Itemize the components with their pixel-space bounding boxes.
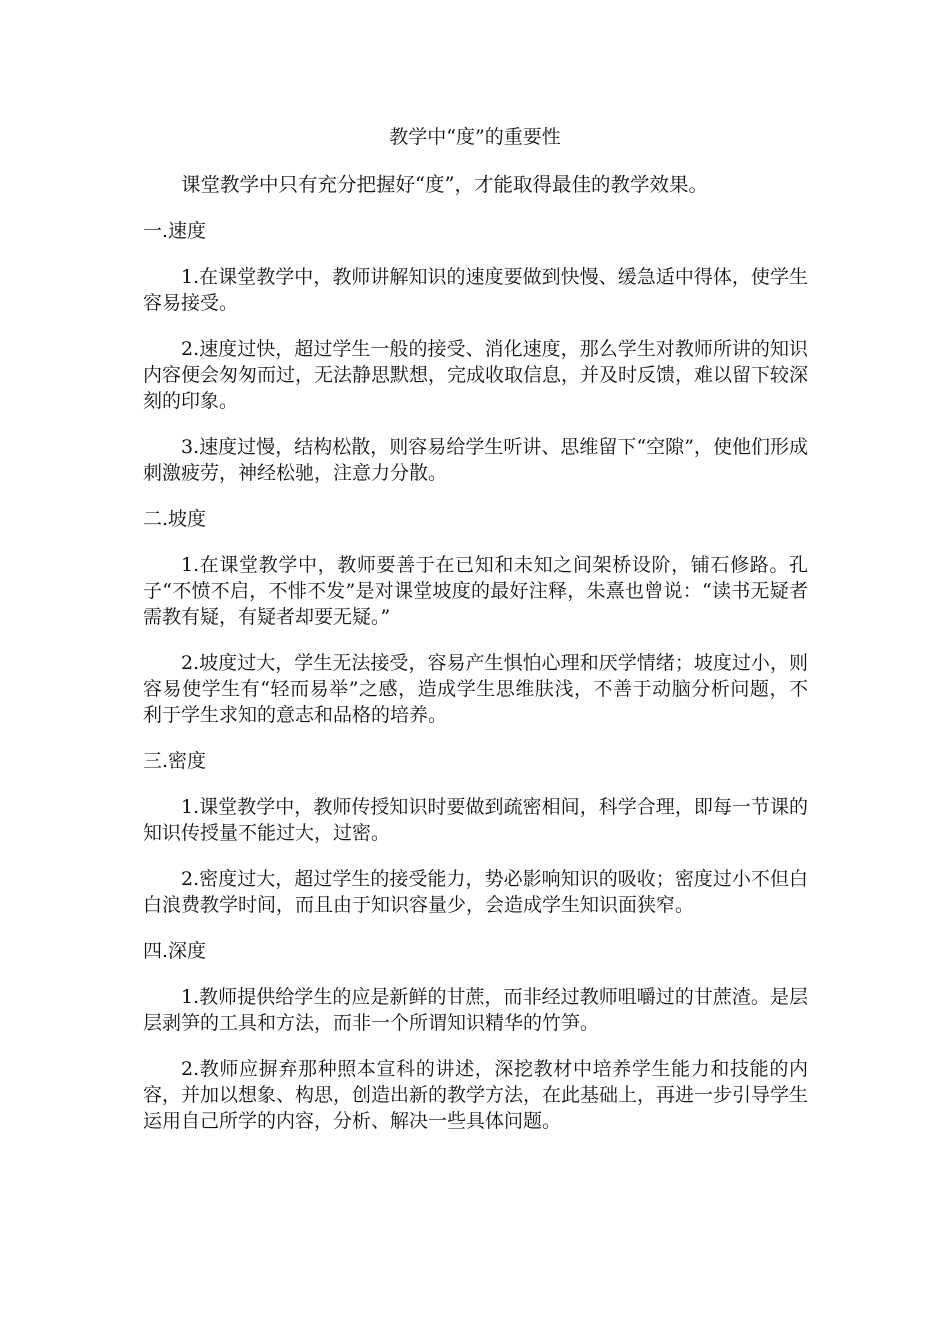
section-heading: 三.密度 <box>143 750 207 772</box>
paragraph: 3.速度过慢，结构松散，则容易给学生听讲、思维留下“空隙”，使他们形成刺激疲劳，神经松驰，注意力分散。 <box>143 436 808 484</box>
document-body <box>143 172 808 1134</box>
section-speed <box>143 218 808 486</box>
document-title: 教学中“度”的重要性 <box>389 126 561 148</box>
paragraph: 1.在课堂教学中，教师讲解知识的速度要做到快慢、缓急适中得体，使学生容易接受。 <box>143 266 808 314</box>
section-heading: 二.坡度 <box>143 508 207 530</box>
paragraph: 1.课堂教学中，教师传授知识时要做到疏密相间，科学合理，即每一节课的知识传授量不能过大，过密。 <box>143 796 808 844</box>
section-density <box>143 748 808 918</box>
section-heading: 四.深度 <box>143 940 207 962</box>
paragraph: 2.速度过快，超过学生一般的接受、消化速度，那么学生对教师所讲的知识内容便会匆匆而过，无法静思默想，完成收取信息，并及时反馈，难以留下较深刻的印象。 <box>143 338 809 412</box>
paragraph: 1.教师提供给学生的应是新鲜的甘蔗，而非经过教师咀嚼过的甘蔗渣。是层层剥笋的工具和方法，而非一个所谓知识精华的竹笋。 <box>143 986 808 1034</box>
paragraph: 2.坡度过大，学生无法接受，容易产生惧怕心理和厌学情绪；坡度过小，则容易使学生有“轻而易举”之感，造成学生思维肤浅，不善于动脑分析问题，不利于学生求知的意志和品格的培养。 <box>143 652 808 726</box>
paragraph: 2.教师应摒弃那种照本宣科的讲述，深挖教材中培养学生能力和技能的内容，并加以想象、构思，创造出新的教学方法，在此基础上，再进一步引导学生运用自己所学的内容，分析、解决一些具体问题。 <box>143 1058 809 1132</box>
paragraph: 1.在课堂教学中，教师要善于在已知和未知之间架桥设阶，铺石修路。孔子“不愤不启，不悱不发”是对课堂坡度的最好注释，朱熹也曾说：“读书无疑者需教有疑，有疑者却要无疑。” <box>143 554 808 628</box>
section-depth <box>143 938 808 1134</box>
paragraph: 2.密度过大，超过学生的接受能力，势必影响知识的吸收；密度过小不但白白浪费教学时间，而且由于知识容量少，会造成学生知识面狭窄。 <box>143 868 808 916</box>
section-heading: 一.速度 <box>143 220 207 242</box>
intro-paragraph: 课堂教学中只有充分把握好“度”，才能取得最佳的教学效果。 <box>181 173 708 196</box>
section-slope <box>143 506 808 728</box>
